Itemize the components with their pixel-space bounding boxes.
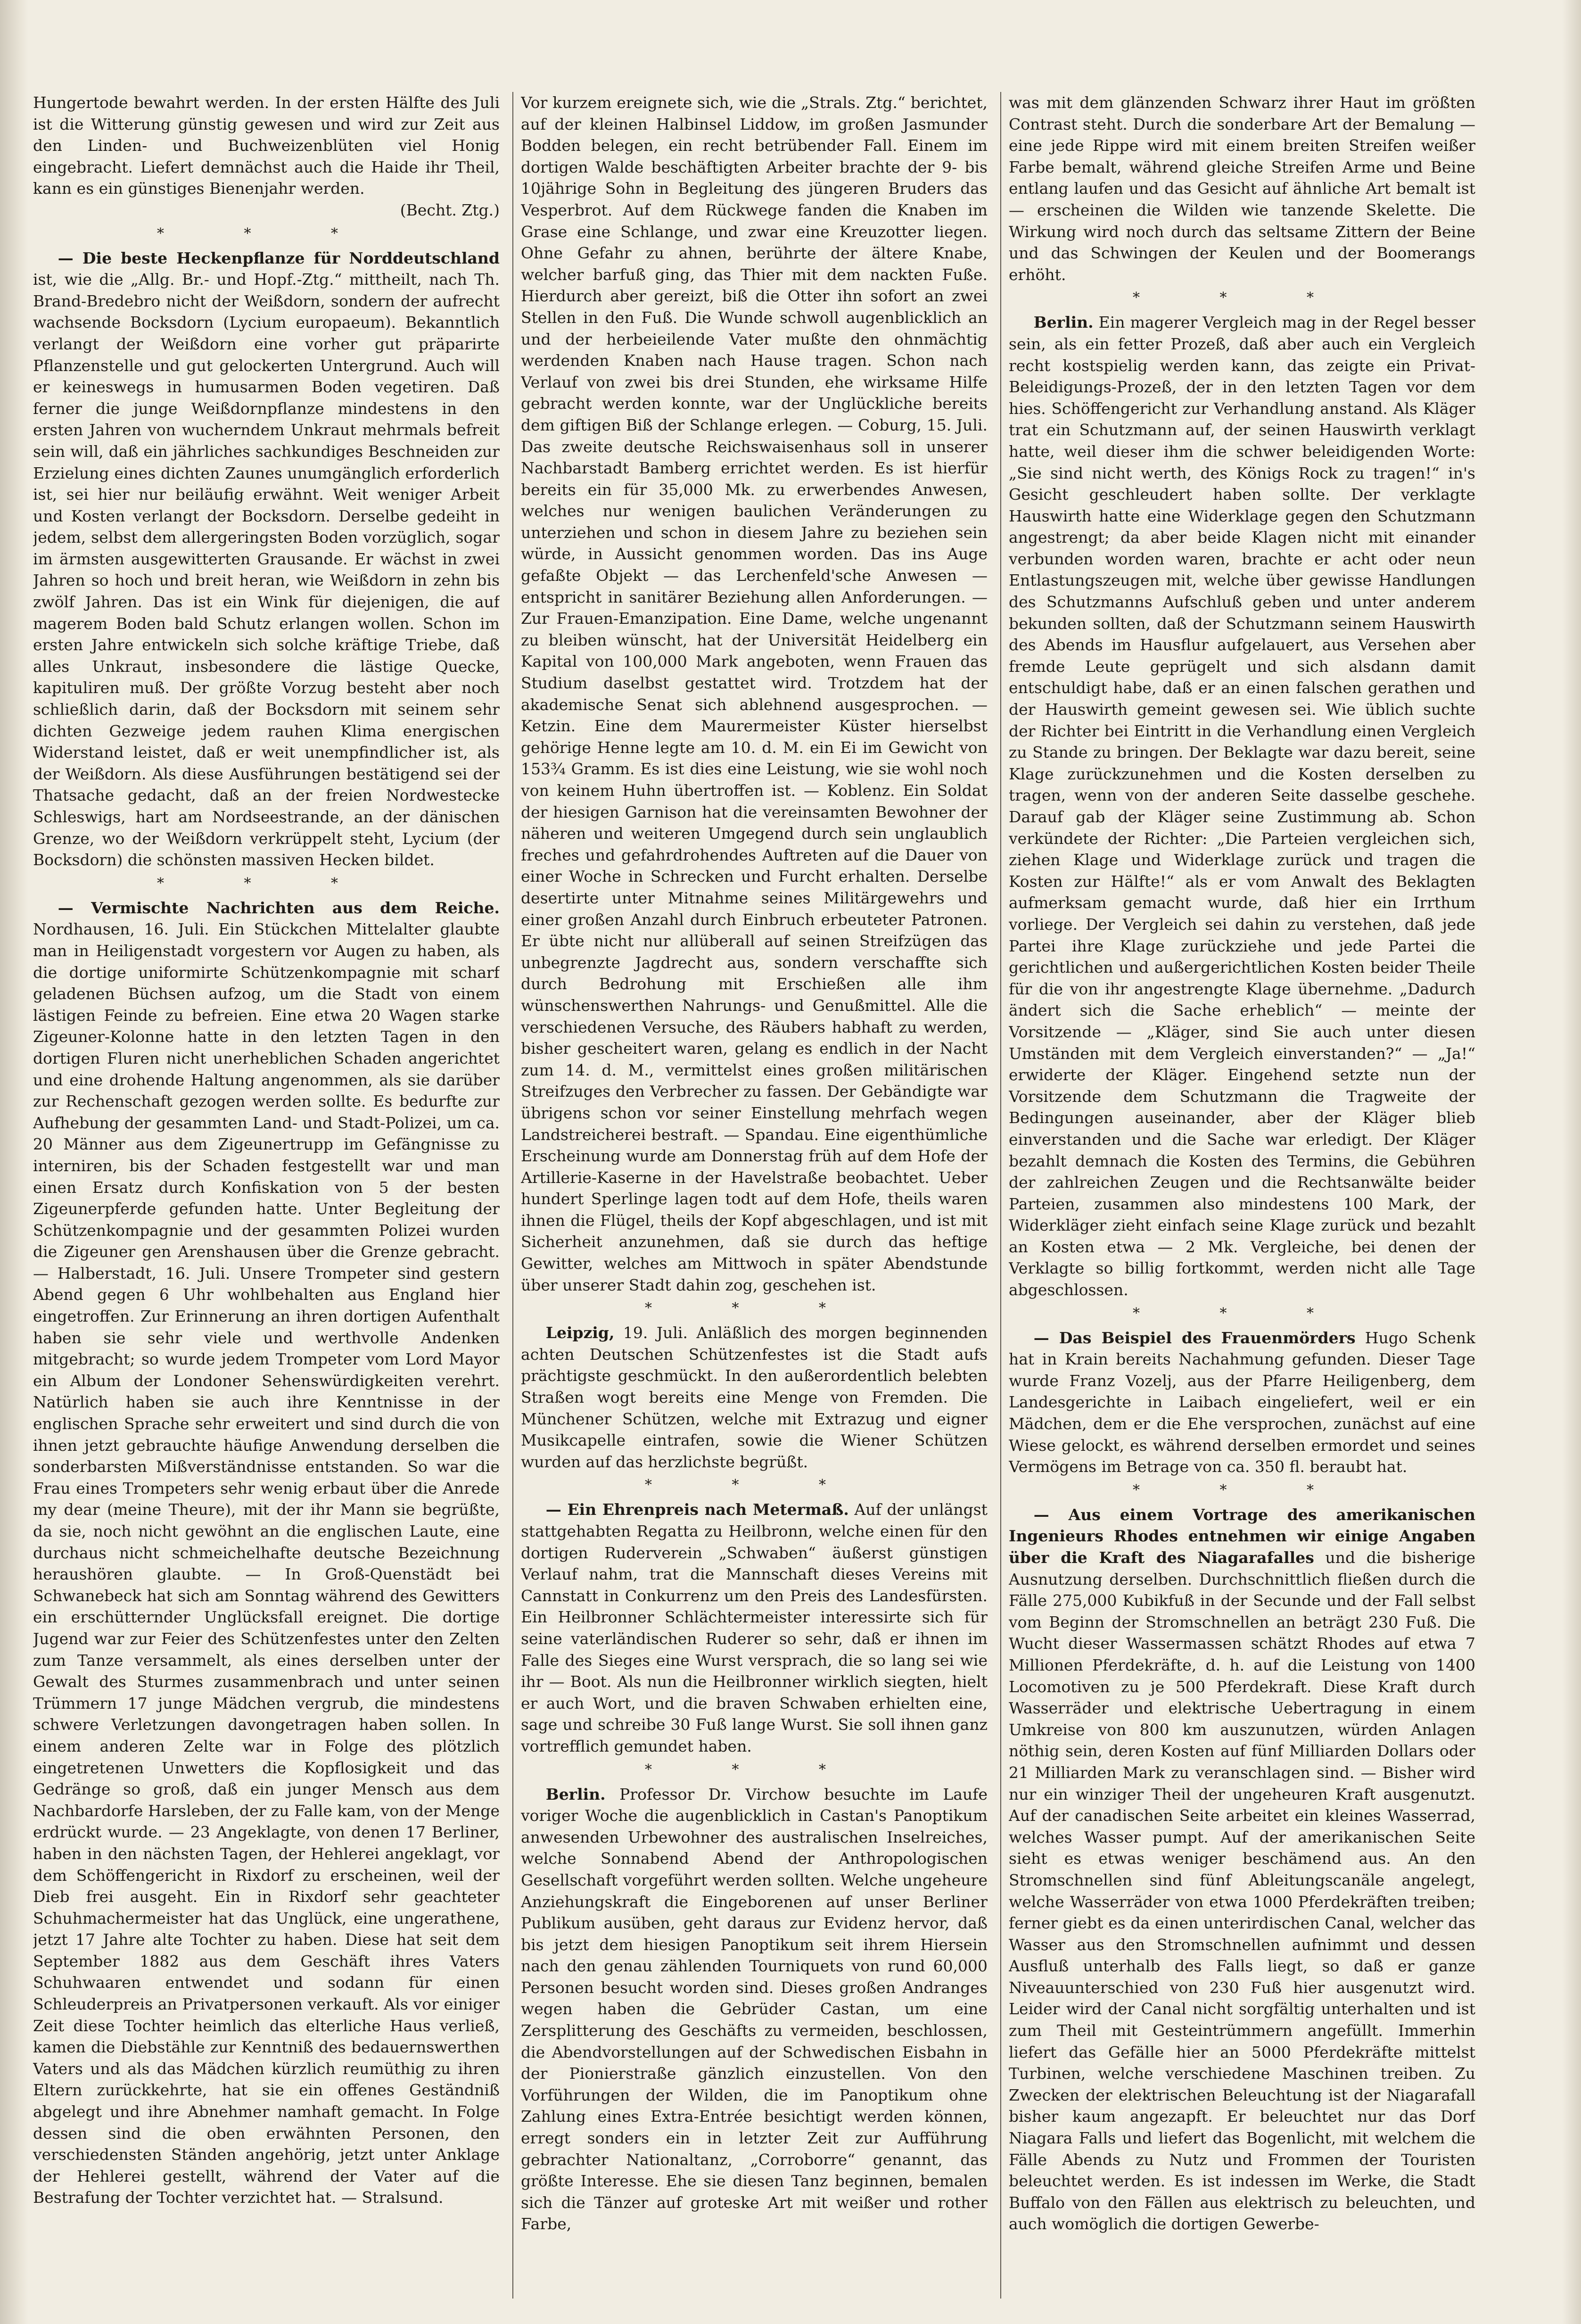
article-text: 19. Juli. Anläßlich des morgen beginnenden achten Deutschen Schützenfestes ist die Stadt aufs prächtigste geschmückt. In den außerordentlich belebten Straßen wogt bereits eine Menge von Fremden. Die Münchener Schützen, welche mit Extrazug und eigner Musikcapelle eintrafen, sowie die Wiener Schützen wurden auf das herzlichste begrüßt. [521, 1323, 988, 1471]
article-paragraph [521, 1784, 988, 2235]
article-text: ist, wie die „Allg. Br.- und Hopf.-Ztg.“ mittheilt, nach Th. Brand-Bredebro nicht der Weißdorn, sondern der aufrecht wachsende Bocksdorn (Lycium europaeum). Bekanntlich verlangt der Weißdorn eine vorher gut präparirte Pflanzenstelle und gut gelockerten Untergrund. Auch will er keineswegs in humusarmen Boden vegetiren. Daß ferner die junge Weißdornpflanze mindestens in den ersten Jahren von wucherndem Unkraut mehrmals befreit sein will, daß ein jährliches sachkundiges Beschneiden zur Erzielung eines dichten Zaunes unumgänglich erforderlich ist, sei hier nur beiläufig erwähnt. Weit weniger Arbeit und Kosten verlangt der Bocksdorn. Derselbe gedeiht in jedem, selbst dem allergeringsten Boden vorzüglich, sogar im ärmsten ausgewitterten Grausande. Er wächst in zwei Jahren so hoch und breit heran, wie Weißdorn in zehn bis zwölf Jahren. Das ist ein Wink für diejenigen, die auf magerem Boden bald Schutz erlangen wollen. Schon im ersten Jahre entwickeln sich solche kräftige Triebe, daß alles Unkraut, insbesondere die lästige Quecke, kapituliren muß. Der größte Vorzug besteht aber noch schließlich darin, daß der Bocksdorn mit seinem sehr dichten Gezweige jedem rauhen Klima energischen Widerstand leistet, daß er weit unempfindlicher ist, als der Weißdorn. Als diese Ausführungen bestätigend sei der Thatsache gedacht, daß an der freien Nordwestecke Schleswigs, hart am Nordseestrande, an der dänischen Grenze, wo der Weißdorn verkrüppelt steht, Lycium (der Bocksdorn) die schönsten massiven Hecken bildet. [33, 270, 500, 869]
column-1 [33, 92, 500, 2299]
article-headline: Berlin. [545, 1785, 606, 1803]
article-paragraph [521, 1322, 988, 1472]
article-paragraph [1009, 1327, 1475, 1478]
article-headline: Berlin. [1033, 313, 1094, 332]
article-headline: Leipzig, [545, 1323, 615, 1342]
page-shadow-left [0, 0, 28, 2324]
article-headline: — Aus einem Vortrage des amerikanischen Ingenieurs Rhodes entnehmen wir einige Angaben über die Kraft des Niagarafalles [1009, 1505, 1475, 1567]
article-headline: — Die beste Heckenpflanze für Norddeutschland [58, 248, 500, 267]
column-3 [1009, 92, 1475, 2299]
article-text: Professor Dr. Virchow besuchte im Laufe voriger Woche die augenblicklich in Castan's Panoptikum anwesenden Urbewohner des australischen Inselreiches, welche Sonnabend Abend der Anthropologischen Gesellschaft vorgeführt werden sollten. Welche ungeheure Anziehungskraft die Eingeborenen auf unser Berliner Publikum ausüben, geht daraus zur Evidenz hervor, daß bis jetzt dem hiesigen Panoptikum seit ihrem Hiersein nach den genau zählenden Tourniquets von rund 60,000 Personen besucht worden sind. Dieses großen Andranges wegen haben die Gebrüder Castan, um eine Zersplitterung des Geschäfts zu vermeiden, beschlossen, die Abendvorstellungen auf der Schwedischen Eisbahn in der Pionierstraße gänzlich einzustellen. Von den Vorführungen der Wilden, die im Panoptikum ohne Zahlung eines Extra-Entrée besichtigt werden können, erregt sonders ein in letzter Zeit zur Aufführung gebrachter Nationaltanz, „Corroborre“ genannt, das größte Interesse. Ehe sie diesen Tanz beginnen, bemalen sich die Tänzer auf groteske Art mit weißer und rother Farbe, [521, 1785, 988, 2233]
section-separator: * * * [1132, 289, 1352, 306]
article-paragraph [1009, 92, 1475, 285]
section-separator: * * * [156, 225, 376, 242]
article-paragraph [33, 897, 500, 2208]
article-paragraph [1009, 1504, 1475, 2235]
article-text: Hungertode bewahrt werden. In der ersten Hälfte des Juli ist die Witterung günstig gewesen und wird zur Zeit aus den Linden- und Buchweizenblüten viel Honig eingebracht. Liefert demnächst auch die Haide ihr Theil, kann es ein günstiges Bienenjahr werden. [33, 93, 500, 198]
section-separator: * * * [644, 1761, 864, 1778]
article-paragraph [1009, 312, 1475, 1300]
article-text: und die bisherige Ausnutzung derselben. Durchschnittlich fließen durch die Fälle 275,000 Kubikfuß in der Secunde und der Fall selbst vom Beginn der Stromschnellen an beträgt 230 Fuß. Die Wucht dieser Wassermassen schätzt Rhodes auf etwa 7 Millionen Pferdekräfte, d. h. auf die Leistung von 1400 Locomotiven zu je 500 Pferdekraft. Diese Kraft durch Wasserräder und elektrische Uebertragung in einem Umkreise von 800 km auszunutzen, würden Anlagen nöthig sein, deren Kosten auf fünf Milliarden Dollars oder 21 Milliarden Mark zu veranschlagen sind. — Bisher wird nur ein winziger Theil der ungeheuren Kraft ausgenutzt. Auf der canadischen Seite arbeitet ein kleines Wasserrad, welches Wasser pumpt. Auf der amerikanischen Seite sieht es etwas weniger beschämend aus. An den Stromschnellen sind fünf Ableitungscanäle angelegt, welche Wasserräder von etwa 1000 Pferdekräften treiben; ferner giebt es da einen unterirdischen Canal, welcher das Wasser aus den Stromschnellen aufnimmt und dessen Ausfluß unterhalb des Falls liegt, so daß er ganze Niveauunterschied von 230 Fuß hier ausgenutzt wird. Leider wird der Canal nicht sorgfältig unterhalten und ist zum Theil mit Gesteintrümmern angefüllt. Immerhin liefert das Gefälle hier an 5000 Pferdekräfte mittelst Turbinen, welche verschiedene Maschinen treiben. Zu Zwecken der elektrischen Beleuchtung ist der Niagarafall bisher kaum angezapft. Er beleuchtet nur das Dorf Niagara Falls und liefert das Bogenlicht, mit welchem die Fälle Abends zu Nutz und Frommen der Touristen beleuchtet werden. Es ist indessen im Werke, die Stadt Buffalo von den Fällen aus elektrisch zu beleuchten, und auch womöglich die dortigen Gewerbe- [1009, 1548, 1475, 2233]
article-paragraph [521, 92, 988, 1296]
column-2 [521, 92, 988, 2299]
article-text: Hugo Schenk hat in Krain bereits Nachahmung gefunden. Dieser Tage wurde Franz Vozelj, aus der Pfarre Heiligenberg, dem Landesgerichte in Laibach eingeliefert, weil er ein Mädchen, dem er die Ehe versprochen, zunächst auf eine Wiese gelockt, es während derselben ermordet und seines Vermögens im Betrage von ca. 350 fl. beraubt hat. [1009, 1328, 1475, 1476]
article-headline: — Das Beispiel des Frauenmörders [1033, 1328, 1356, 1347]
article-paragraph [33, 92, 500, 199]
section-separator: * * * [644, 1477, 864, 1494]
article-text: was mit dem glänzenden Schwarz ihrer Haut im größten Contrast steht. Durch die sonderbare Art der Bemalung — eine jede Rippe wird mit einem breiten Streifen weißer Farbe bemalt, während gleiche Streifen Arme und Beine entlang laufen und das Gesicht auf ähnliche Art bemalt ist — erscheinen die Wilden wie tanzende Skelette. Die Wirkung wird noch durch das seltsame Zittern der Beine und das Schwingen der Keulen und der Boomerangs erhöht. [1009, 93, 1475, 284]
article-text: Auf der unlängst stattgehabten Regatta zu Heilbronn, welche einen für den dortigen Ruderverein „Schwaben“ äußerst günstigen Verlauf nahm, trat die Mannschaft dieses Vereins mit Cannstatt in Conkurrenz um den Preis des Landesfürsten. Ein Heilbronner Schlächtermeister interessirte sich für seine vaterländischen Ruderer so sehr, daß er ihnen im Falle des Sieges eine Wurst versprach, die so lang sei wie ihr — Boot. Als nun die Heilbronner wirklich siegten, hielt er auch Wort, und die braven Schwaben erhielten eine, sage und schreibe 30 Fuß lange Wurst. Sie soll ihnen ganz vortrefflich gemundet haben. [521, 1500, 988, 1755]
article-text: Nordhausen, 16. Juli. Ein Stückchen Mittelalter glaubte man in Heiligenstadt vorgestern vor Augen zu haben, als die dortige uniformirte Schützenkompagnie mit scharf geladenen Büchsen aufzog, um die Stadt von einem lästigen Feinde zu befreien. Eine etwa 20 Wagen starke Zigeuner-Kolonne hatte in den letzten Tagen in den dortigen Fluren nicht unerheblichen Schaden angerichtet und eine drohende Haltung angenommen, als sie darüber zur Rechenschaft gezogen werden sollte. Es bedurfte zur Aufhebung der gesammten Land- und Stadt-Polizei, um ca. 20 Männer aus dem Zigeunertrupp im Gefängnisse zu interniren, bis der Schaden festgestellt war und man einen Ersatz durch Konfiskation von 5 der besten Zigeunerpferde gefunden hatte. Unter Begleitung der Schützenkompagnie und der gesammten Polizei wurden die Zigeuner gen Arenshausen über die Grenze gebracht. — Halberstadt, 16. Juli. Unsere Trompeter sind gestern Abend gegen 6 Uhr wohlbehalten aus England hier eingetroffen. Zur Erinnerung an ihren dortigen Aufenthalt haben sie sehr viele und werthvolle Andenken mitgebracht; so wurde jedem Trompeter vom Lord Mayor ein Album der Londoner Sehenswürdigkeiten verehrt. Natürlich haben sie auch ihre Kenntnisse in der englischen Sprache sehr erweitert und sind durch die von ihnen jetzt gebrauchte häufige Anwendung derselben die sonderbarsten Mißverständnisse entstanden. So war die Frau eines Trompeters sehr wenig erbaut über die Anrede my dear (meine Theure), mit der ihr Mann sie begrüßte, da sie, noch nicht gewöhnt an die englischen Laute, eine durchaus nicht schmeichelhafte deutsche Bezeichnung heraushören glaubte. — In Groß-Quenstädt bei Schwanebeck hat sich am Sonntag während des Gewitters ein erschütternder Unglücksfall ereignet. Die dortige Jugend war zur Feier des Schützenfestes unter den Zelten zum Tanze versammelt, als eines derselben unter der Gewalt des Sturmes zusammenbrach und unter seinen Trümmern 17 junge Mädchen vergrub, die mindestens schwere Verletzungen davongetragen haben sollen. In einem anderen Zelte war in Folge des plötzlich eingetretenen Unwetters die Kopflosigkeit und das Gedränge so groß, daß ein junger Mensch aus dem Nachbardorfe Harsleben, der zu Falle kam, von der Menge erdrückt wurde. — 23 Angeklagte, von denen 17 Berliner, haben in den nächsten Tagen, der Hehlerei angeklagt, vor dem Schöffengericht in Rixdorf zu erscheinen, weil der Dieb frei ausgeht. Ein in Rixdorf sehr geachteter Schuhmachermeister hat das Unglück, eine ungerathene, jetzt 17 Jahre alte Tochter zu haben. Diese hat seit dem September 1882 aus dem Geschäft ihres Vaters Schuhwaaren entwendet und sodann für einen Schleuderpreis an Privatpersonen verkauft. Als vor einiger Zeit diese Tochter heimlich das elterliche Haus verließ, kamen die Diebstähle zur Kenntniß des bedauernswerthen Vaters und als das Mädchen kürzlich reumüthig zu ihren Eltern zurückkehrte, hat sie ein offenes Geständniß abgelegt und ihre Abnehmer namhaft gemacht. In Folge dessen sind die oben erwähnten Personen, den verschiedensten Ständen angehörig, jetzt unter Anklage der Hehlerei gestellt, während der Vater auf die Bestrafung der Tochter verzichtet hat. — Stralsund. [33, 920, 500, 2207]
article-headline: — Vermischte Nachrichten aus dem Reiche. [58, 898, 500, 917]
column-divider [1000, 92, 1001, 2299]
article-paragraph [521, 1499, 988, 1757]
page-shadow-right [1562, 0, 1581, 2324]
article-headline: — Ein Ehrenpreis nach Metermaß. [545, 1500, 849, 1519]
article-text: Vor kurzem ereignete sich, wie die „Strals. Ztg.“ berichtet, auf der kleinen Halbinsel Liddow, im großen Jasmunder Bodden belegen, ein recht betrübender Fall. Einem im dortigen Walde beschäftigten Arbeiter brachte der 9- bis 10jährige Sohn in Begleitung des jüngeren Bruders das Vesperbrot. Auf dem Rückwege fanden die Knaben im Grase eine Schlange, und zwar eine Kreuzotter liegen. Ohne Gefahr zu ahnen, berührte der ältere Knabe, welcher barfuß ging, das Thier mit dem nackten Fuße. Hierdurch aber gereizt, biß die Otter ihn sofort an zwei Stellen in den Fuß. Die Wunde schwoll augenblicklich an und der herbeieilende Vater mußte den ohnmächtig werdenden Knaben nach Hause tragen. Schon nach Verlauf von zwei bis drei Stunden, ehe wirksame Hilfe gebracht werden konnte, war der Unglückliche bereits dem giftigen Biß der Schlange erlegen. — Coburg, 15. Juli. Das zweite deutsche Reichswaisenhaus soll in unserer Nachbarstadt Bamberg errichtet werden. Es ist hierfür bereits ein für 35,000 Mk. zu erwerbendes Anwesen, welches nur wenigen baulichen Veränderungen zu unterziehen und schon in diesem Jahre zu beziehen sein würde, in Aussicht genommen worden. Das ins Auge gefaßte Objekt — das Lerchenfeld'sche Anwesen — entspricht in sanitärer Beziehung allen Anforderungen. — Zur Frauen-Emanzipation. Eine Dame, welche ungenannt zu bleiben wünscht, hat der Universität Heidelberg ein Kapital von 100,000 Mark angeboten, wenn Frauen das Studium daselbst gestattet wird. Trotzdem hat der akademische Senat sich ablehnend ausgesprochen. — Ketzin. Eine dem Maurermeister Küster hierselbst gehörige Henne legte am 10. d. M. ein Ei im Gewicht von 153¾ Gramm. Es ist dies eine Leistung, wie sie wohl noch von keinem Huhn übertroffen ist. — Koblenz. Ein Soldat der hiesigen Garnison hat die vereinsamten Bewohner der näheren und weiteren Umgegend durch sein unglaublich freches und gefahrdrohendes Auftreten auf die Dauer von einer Woche in Schrecken und Furcht erhalten. Derselbe desertirte unter Mitnahme seines Militärgewehrs und einer großen Anzahl durch Einbruch erbeuteter Patronen. Er übte nicht nur allüberall auf seinen Streifzügen das unbegrenzte Jagdrecht aus, sondern verschaffte sich durch Bedrohung mit Erschießen alle ihm wünschenswerthen Nahrungs- und Genußmittel. Alle die verschiedenen Versuche, des Räubers habhaft zu werden, bisher gescheitert waren, gelang es endlich in der Nacht zum 14. d. M., vermittelst eines großen militärischen Streifzuges den Verbrecher zu fassen. Der Gebändigte war übrigens schon vor seiner Einstellung mehrfach wegen Landstreicherei bestraft. — Spandau. Eine eigenthümliche Erscheinung wurde am Donnerstag früh auf dem Hofe der Artillerie-Kaserne in der Havelstraße beobachtet. Ueber hundert Sperlinge lagen todt auf dem Hofe, theils waren ihnen die Flügel, theils der Kopf abgeschlagen, und ist mit Sicherheit anzunehmen, daß sie durch das heftige Gewitter, welches am Mittwoch in später Abendstunde über unserer Stadt dahin zog, geschehen ist. [521, 93, 988, 1294]
article-text: Ein magerer Vergleich mag in der Regel besser sein, als ein fetter Prozeß, daß aber auch ein Vergleich recht kostspielig werden kann, das zeigte ein Privat-Beleidigungs-Prozeß, der in den letzten Tagen vor dem hies. Schöffengericht zur Verhandlung anstand. Als Kläger trat ein Schutzmann auf, der seinen Hauswirth verklagt hatte, weil dieser ihm die schwer beleidigenden Worte: „Sie sind nicht werth, des Königs Rock zu tragen!“ in's Gesicht geschleudert haben sollte. Der verklagte Hauswirth hatte eine Widerklage gegen den Schutzmann angestrengt; da aber beide Klagen nicht mit einander verbunden worden waren, brachte er acht oder neun Entlastungszeugen mit, welche über gewisse Handlungen des Schutzmanns Aufschluß geben und unter anderem bekunden sollten, daß der Schutzmann seinem Hauswirth des Abends im Hausflur aufgelauert, aus Versehen aber fremde Leute geprügelt und sich alsdann damit entschuldigt habe, daß er an einen falschen gerathen und der Hauswirth gemeint gewesen sei. Wie üblich suchte der Richter bei Eintritt in die Verhandlung einen Vergleich zu Stande zu bringen. Der Beklagte war dazu bereit, seine Klage zurückzunehmen und die Kosten derselben zu tragen, wenn von der anderen Seite dasselbe geschehe. Darauf gab der Kläger seine Zustimmung ab. Schon verkündete der Richter: „Die Parteien vergleichen sich, ziehen Klage und Widerklage zurück und tragen die Kosten zur Hälfte!“ als er vom Anwalt des Beklagten aufmerksam gemacht wurde, daß hier ein Irrthum vorliege. Der Vergleich sei dahin zu verstehen, daß jede Partei ihre Klage zurückziehe und jede Partei die gerichtlichen und außergerichtlichen Kosten beider Theile für die von ihr angestrengte Klage übernehme. „Dadurch ändert sich die Sache erheblich“ — meinte der Vorsitzende — „Kläger, sind Sie auch unter diesen Umständen mit dem Vergleich einverstanden?“ — „Ja!“ erwiderte der Kläger. Eingehend setzte nun der Vorsitzende dem Schutzmann die Tragweite der Bedingungen auseinander, aber der Kläger blieb einverstanden und die Sache war erledigt. Der Kläger bezahlt demnach die Kosten des Termins, die Gebühren der zahlreichen Zeugen und die Rechtsanwälte beider Parteien, zusammen also mindestens 100 Mark, der Widerkläger zieht einfach seine Klage zurück und bezahlt an Kosten etwa — 2 Mk. Vergleiche, bei denen der Verklagte so billig fortkommt, werden nicht alle Tage abgeschlossen. [1009, 313, 1475, 1299]
newspaper-page [33, 92, 1475, 2299]
section-separator: * * * [1132, 1481, 1352, 1498]
source-note: (Becht. Ztg.) [400, 200, 500, 219]
column-divider [512, 92, 513, 2299]
section-separator: * * * [1132, 1305, 1352, 1322]
section-separator: * * * [156, 875, 376, 892]
section-separator: * * * [644, 1300, 864, 1317]
article-paragraph [33, 248, 500, 871]
